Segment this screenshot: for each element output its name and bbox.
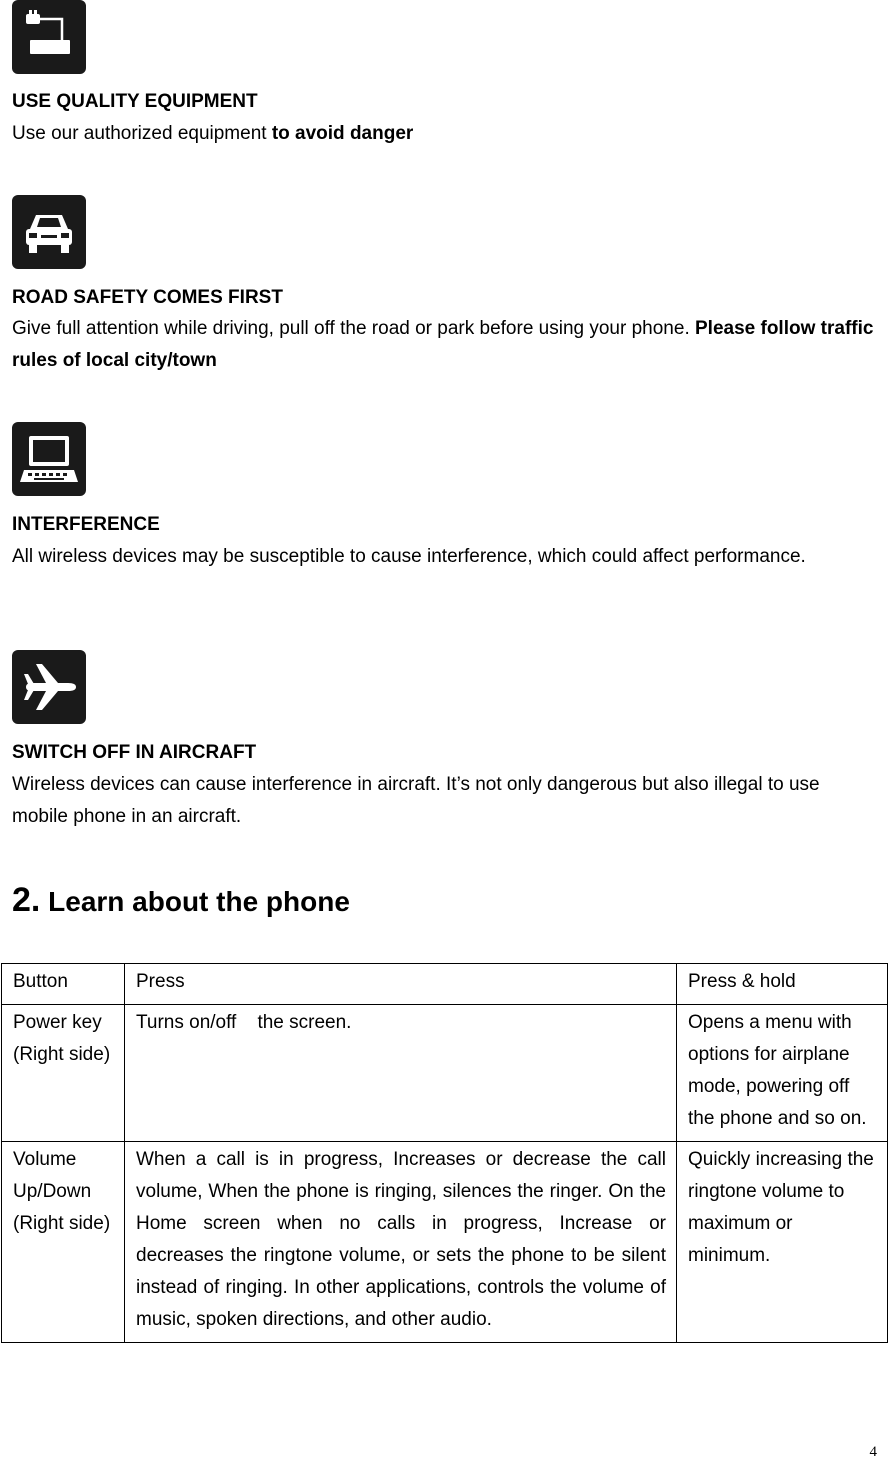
section-text-road-safety	[12, 313, 878, 377]
section-text-plain: Use our authorized equipment	[12, 123, 272, 144]
table-header-row	[2, 964, 888, 1005]
table-row	[2, 1142, 888, 1343]
section-text-plain: Give full attention while driving, pull off the road or park before using your phone.	[12, 318, 695, 339]
section-text-bold: Please follow traffic rules of local city/town	[12, 318, 874, 371]
section-heading-road-safety: ROAD SAFETY COMES FIRST	[12, 287, 283, 308]
laptop-icon	[12, 422, 86, 496]
car-icon	[12, 195, 86, 269]
table-cell-button: Power key (Right side)	[2, 1005, 125, 1142]
chapter-title-text: Learn about the phone	[48, 886, 350, 917]
table-cell-press: When a call is in progress, Increases or decrease the call volume, When the phone is ringing, silences the ringer. On the Home screen when no calls in progress, Increase or decreases the ringtone volume, or sets the phone to be silent instead of ringing. In other applications, controls the volume of music, spoken directions, and other audio.	[125, 1142, 677, 1343]
button-table	[1, 963, 888, 1343]
airplane-icon	[12, 650, 86, 724]
section-heading-interference: INTERFERENCE	[12, 514, 160, 535]
table-cell-hold: Quickly increasing the ringtone volume to maximum or minimum.	[677, 1142, 888, 1343]
chapter-number: 2.	[12, 881, 41, 919]
chapter-title	[12, 880, 350, 922]
table-cell-hold: Opens a menu with options for airplane mode, powering off the phone and so on.	[677, 1005, 888, 1142]
table-row	[2, 1005, 888, 1142]
section-heading-equipment: USE QUALITY EQUIPMENT	[12, 91, 258, 112]
table-cell-button: Volume Up/Down (Right side)	[2, 1142, 125, 1343]
section-text-interference: All wireless devices may be susceptible to cause interference, which could affect performance.	[12, 546, 806, 567]
table-cell-press: Turns on/off the screen.	[125, 1005, 677, 1142]
table-header-cell: Press	[125, 964, 677, 1005]
section-text-bold: to avoid danger	[271, 123, 414, 144]
charger-icon	[12, 0, 86, 74]
section-text-equipment	[12, 118, 878, 150]
table-header-cell: Button	[2, 964, 125, 1005]
table-header-cell: Press & hold	[677, 964, 888, 1005]
section-heading-aircraft: SWITCH OFF IN AIRCRAFT	[12, 742, 257, 763]
page-number: 4	[869, 1444, 877, 1460]
section-text-aircraft: Wireless devices can cause interference in aircraft. It’s not only dangerous but also illegal to use mobile phone in an aircraft.	[12, 774, 820, 827]
